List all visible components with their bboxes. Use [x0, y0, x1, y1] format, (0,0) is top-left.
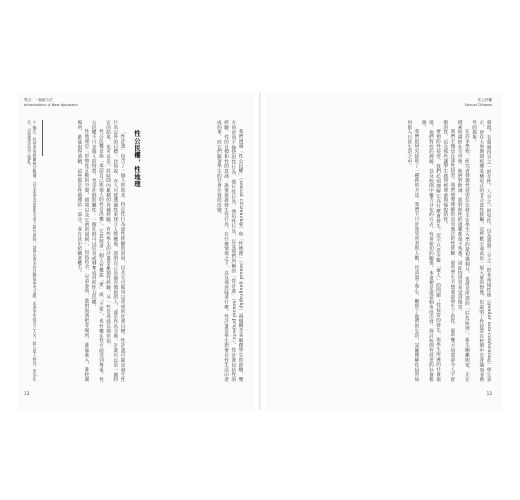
right-page-number: 12 [486, 391, 492, 396]
left-page-number: 13 [24, 391, 30, 396]
right-body-text [278, 120, 492, 382]
right-running-head [465, 98, 492, 107]
left-body-text [148, 120, 244, 382]
right-paragraph-3: 我們不僅是在談性侵害。我們想要理解的是更廣泛的性經驗：那些學生不想要卻發生了的性、那些雙方同意卻令人不舒服的性、以及那些讓學生感到被尊重與愉悅的性。 [442, 120, 455, 382]
right-paragraph-2: 在許多學校，研究者發現性侵害往往發生在學生入學的最初幾個月，也就是所謂的「紅色區域」。新生剛離開家，正在摸索校園的社交世界，他們對飲酒、派對與性的規範都還不熟悉，因此特別容易受到傷害。 [457, 120, 470, 382]
left-paragraph-1: 我們透過「性公民權」（sexual citizenship）和「性地理」（sexual geography）兩個概念來解釋學生的經驗，雙方同意而不愉快的性行為、強行性行為、強迫性行為，以及我們所稱的「性計畫」（sexual projects）。性計畫包括性的經驗、性的目標和性的意涵：誰要與誰發生性行為，在什麼情境之下，以及那意味著什麼。性計畫是學生想要在性生活中達成的事，而它們隨著學生的社會位置而改變。 [216, 120, 243, 382]
section-heading: 性公民權，性地理 [133, 130, 141, 188]
left-footnote: ＊ 編注：性侵害的相關統計數據，以及本書各章節所引用之研究資料，請參見書末的註釋與參考文獻。本書中所提及之人名，除公眾人物外，皆為化名，以保護受訪者之隱私。 [27, 120, 38, 382]
right-running-head-subtitle: Sexual Citizens [464, 102, 492, 107]
left-paragraph-4: 性地理是「形塑性互動的空間、環境以及它們的規則」，包括宿舍、兄弟會所、派對與酒吧等場所。誰能進入、誰控制場所、誰能取得酒精，這些都是性地理的一部分，並在其中結構著權力。 [76, 120, 89, 382]
left-running-head-subtitle: Introduction: A New Approach [24, 102, 78, 107]
left-paragraph-2: 「性計畫」包含了一個人的欲求，特定性行為或性經驗的原因，以及它可能用以達成的社會目標。性計畫可能是發生性行為以外的目標：比如說，有人可能透過性來建立人際關係、證明自己是個有價值的人，或是作為交換。計畫可以是一個特定的結果，也可以是一段時間內累積的各種經驗。有些學生的計畫是累積性經驗，另一些是尋找長期伴侶。 [105, 120, 125, 382]
footnote-rule [42, 120, 43, 156]
right-paragraph-1: 發現，有超過四分之一的女性、八分之一的男性，以及超過三分之一的非常規性別（gender non-conforming）學生表示，曾在大學期間經歷某種形式的非合意性接觸。這些數字遠高於一般大眾的想像，也說明了性侵害在校園中是普遍而非例外的現象。 [471, 120, 491, 382]
right-paragraph-5: 我們的研究採取了一種新的方法。我們不只計算受害者的人數，也訪談了學生、觀察了他們的生活，試圖理解性侵害如何嵌入日常生活之中。 [406, 120, 419, 382]
book-gutter [259, 92, 261, 410]
right-page [266, 92, 502, 410]
left-running-head-title: 導言：一個新方法 [24, 98, 53, 102]
right-running-head-title: 性公民權 [477, 98, 492, 102]
left-body-text-continued [54, 120, 126, 382]
left-running-head [24, 98, 78, 107]
left-page [18, 92, 254, 410]
right-paragraph-4: 要預防性侵害，我們必須理解它為什麼會發生。這不只是少數「壞人」的問題；性侵害的發生，與學生所處的社會環境、他們對性的理解，以及校園中權力分布的方式，有著密切的關係。本書便是從這個角度出發，探討校園性侵害的社會根源。 [421, 120, 441, 382]
left-paragraph-3: 性公民權是指「承認自己與他人的性自決權」。它意味著一個人有權說「要」或「不要」，也有權在性方面受到尊重。性公民權不只是個人的特質，也是社群的屬性：一個社群可以培育或剝奪成員的性公民權。 [91, 120, 104, 382]
